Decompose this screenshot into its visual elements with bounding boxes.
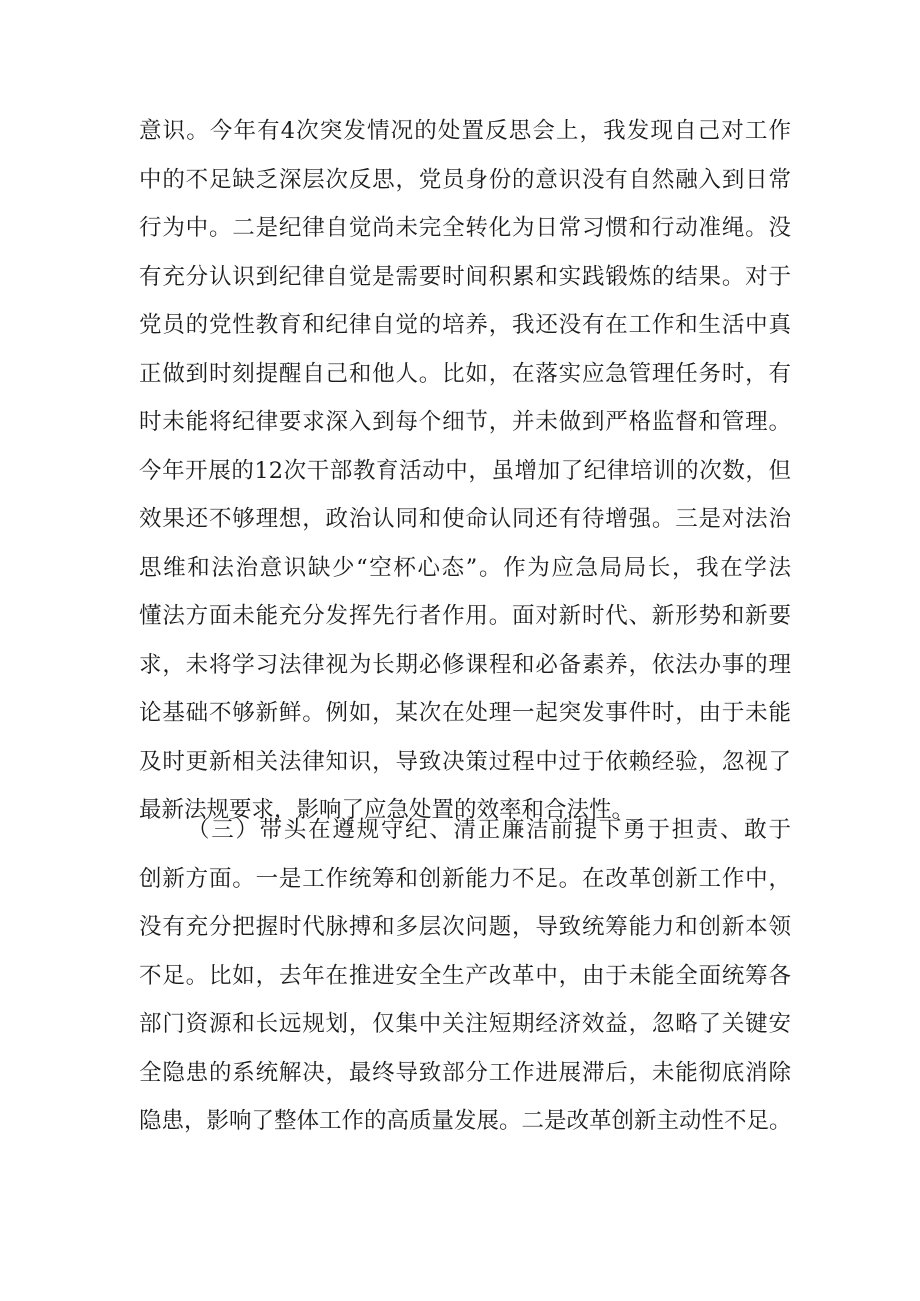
text-line: 意识。今年有4次突发情况的处置反思会上，我发现自己对工作 bbox=[139, 118, 791, 144]
text-line: 行为中。二是纪律自觉尚未完全转化为日常习惯和行动准绳。没 bbox=[139, 215, 791, 241]
paragraph-section-three-innovation bbox=[139, 806, 791, 1146]
text-line: 及时更新相关法律知识，导致决策过程中过于依赖经验，忽视了 bbox=[139, 748, 791, 775]
text-line: 全隐患的系统解决，最终导致部分工作进展滞后，未能彻底消除 bbox=[139, 1059, 791, 1086]
text-line: 正做到时刻提醒自己和他人。比如，在落实应急管理任务时，有 bbox=[139, 360, 791, 387]
text-line: 思维和法治意识缺少“空杯心态”。作为应急局局长，我在学法 bbox=[139, 554, 791, 581]
text-line: 效果还不够理想，政治认同和使命认同还有待增强。三是对法治 bbox=[139, 506, 791, 532]
text-line: 部门资源和长远规划，仅集中关注短期经济效益，忽略了关键安 bbox=[139, 1011, 791, 1037]
text-line: 中的不足缺乏深层次反思，党员身份的意识没有自然融入到日常 bbox=[139, 166, 791, 193]
text-line: 论基础不够新鲜。例如，某次在处理一起突发事件时，由于未能 bbox=[139, 700, 791, 726]
text-line: 求，未将学习法律视为长期必修课程和必备素养，依法办事的理 bbox=[139, 651, 791, 678]
text-line: 隐患，影响了整体工作的高质量发展。二是改革创新主动性不足。 bbox=[139, 1108, 792, 1134]
text-line: 创新方面。一是工作统筹和创新能力不足。在改革创新工作中， bbox=[139, 865, 791, 892]
text-line: 党员的党性教育和纪律自觉的培养，我还没有在工作和生活中真 bbox=[139, 312, 791, 338]
section-heading-line: （三）带头在遵规守纪、清正廉洁前提下勇于担责、敢于 bbox=[187, 817, 791, 843]
text-line: 没有充分把握时代脉搏和多层次问题，导致统筹能力和创新本领 bbox=[139, 914, 791, 940]
text-line: 时未能将纪律要求深入到每个细节，并未做到严格监督和管理。 bbox=[139, 409, 791, 435]
text-line: 不足。比如，去年在推进安全生产改革中，由于未能全面统筹各 bbox=[139, 962, 791, 989]
text-line: 最新法规要求，影响了应急处置的效率和合法性。 bbox=[139, 797, 635, 823]
paragraph-discipline-and-rule-of-law bbox=[139, 107, 791, 835]
text-line: 有充分认识到纪律自觉是需要时间积累和实践锻炼的结果。对于 bbox=[139, 263, 791, 290]
text-line: 懂法方面未能充分发挥先行者作用。面对新时代、新形势和新要 bbox=[139, 603, 791, 629]
text-line: 今年开展的12次干部教育活动中，虽增加了纪律培训的次数，但 bbox=[139, 457, 791, 484]
